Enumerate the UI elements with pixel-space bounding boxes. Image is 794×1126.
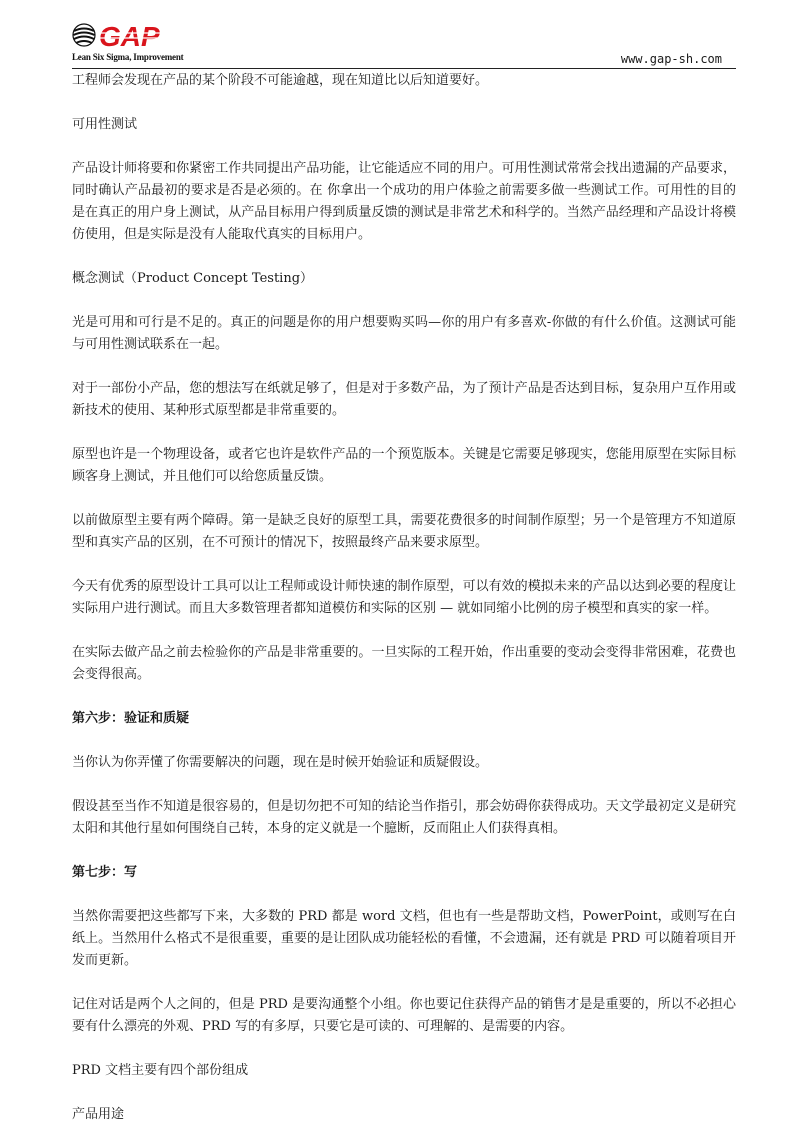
paragraph: 当你认为你弄懂了你需要解决的问题，现在是时候开始验证和质疑假设。: [72, 755, 489, 770]
paragraph: 假设甚至当作不知道是很容易的，但是切勿把不可知的结论当作指引，那会妨碍你获得成功。天文学最初定义是研究太阳和其他行星如何围绕自己转，本身的定义就是一个臆断，反而阻止人们获得真相。: [72, 799, 736, 836]
section-heading-usability: 可用性测试: [72, 117, 138, 132]
step-six-heading: 第六步：验证和质疑: [72, 711, 190, 726]
paragraph: 光是可用和可行是不足的。真正的问题是你的用户想要购买吗—你的用户有多喜欢-你做的有什么价值。这测试可能与可用性测试联系在一起。: [72, 315, 736, 352]
paragraph: 当然你需要把这些都写下来，大多数的 PRD 都是 word 文档，但也有一些是帮助文档，PowerPoint，或则写在白纸上。当然用什么格式不是很重要，重要的是让团队成功能轻松的看懂，不会遗漏，还有就是 PRD 可以随着项目开发而更新。: [72, 909, 736, 968]
gap-logo-icon: [72, 20, 182, 52]
paragraph: 对于一部份小产品，您的想法写在纸就足够了，但是对于多数产品，为了预计产品是否达到目标，复杂用户互作用或新技术的使用、某种形式原型都是非常重要的。: [72, 381, 736, 418]
logo-wordmark: GAP: [99, 21, 160, 52]
step-seven-heading: 第七步：写: [72, 865, 138, 880]
paragraph: 产品设计师将要和你紧密工作共同提出产品功能，让它能适应不同的用户。可用性测试常常会找出遗漏的产品要求，同时确认产品最初的要求是否是必须的。在 你拿出一个成功的用户体验之前需要多做一些测试工作。可用性的目的是在真正的用户身上测试，从产品目标用户得到质量反馈的测试是非常艺术和科学的。当然产品经理和产品设计将模仿使用，但是实际是没有人能取代真实的目标用户。: [72, 161, 736, 242]
page-header: [0, 0, 794, 70]
section-heading-concept-testing: 概念测试（Product Concept Testing）: [72, 271, 314, 286]
logo-tagline: Lean Six Sigma, Improvement: [72, 52, 184, 62]
paragraph: 原型也许是一个物理设备，或者它也许是软件产品的一个预览版本。关键是它需要足够现实，您能用原型在实际目标顾客身上测试，并且他们可以给您质量反馈。: [72, 447, 736, 484]
site-url: www.gap-sh.com: [620, 52, 722, 66]
paragraph: 在实际去做产品之前去检验你的产品是非常重要的。一旦实际的工程开始，作出重要的变动会变得非常困难，花费也会变得很高。: [72, 645, 736, 682]
paragraph: 今天有优秀的原型设计工具可以让工程师或设计师快速的制作原型，可以有效的模拟未来的产品以达到必要的程度让实际用户进行测试。而且大多数管理者都知道模仿和实际的区别 — 就如同缩小比例的房子模型和真实的家一样。: [72, 579, 736, 616]
paragraph: PRD 文档主要有四个部份组成: [72, 1063, 249, 1078]
document-body: [72, 70, 736, 1126]
paragraph: 记住对话是两个人之间的，但是 PRD 是要沟通整个小组。你也要记住获得产品的销售才是是重要的，所以不必担心要有什么漂亮的外观、PRD 写的有多厚，只要它是可读的、可理解的、是需要的内容。: [72, 997, 736, 1034]
gap-logo: [72, 20, 182, 66]
paragraph: 以前做原型主要有两个障碍。第一是缺乏良好的原型工具，需要花费很多的时间制作原型；另一个是管理方不知道原型和真实产品的区别，在不可预计的情况下，按照最终产品来要求原型。: [72, 513, 736, 550]
header-divider: [72, 68, 736, 69]
paragraph: 工程师会发现在产品的某个阶段不可能逾越，现在知道比以后知道要好。: [72, 73, 489, 88]
paragraph: 产品用途: [72, 1107, 125, 1122]
